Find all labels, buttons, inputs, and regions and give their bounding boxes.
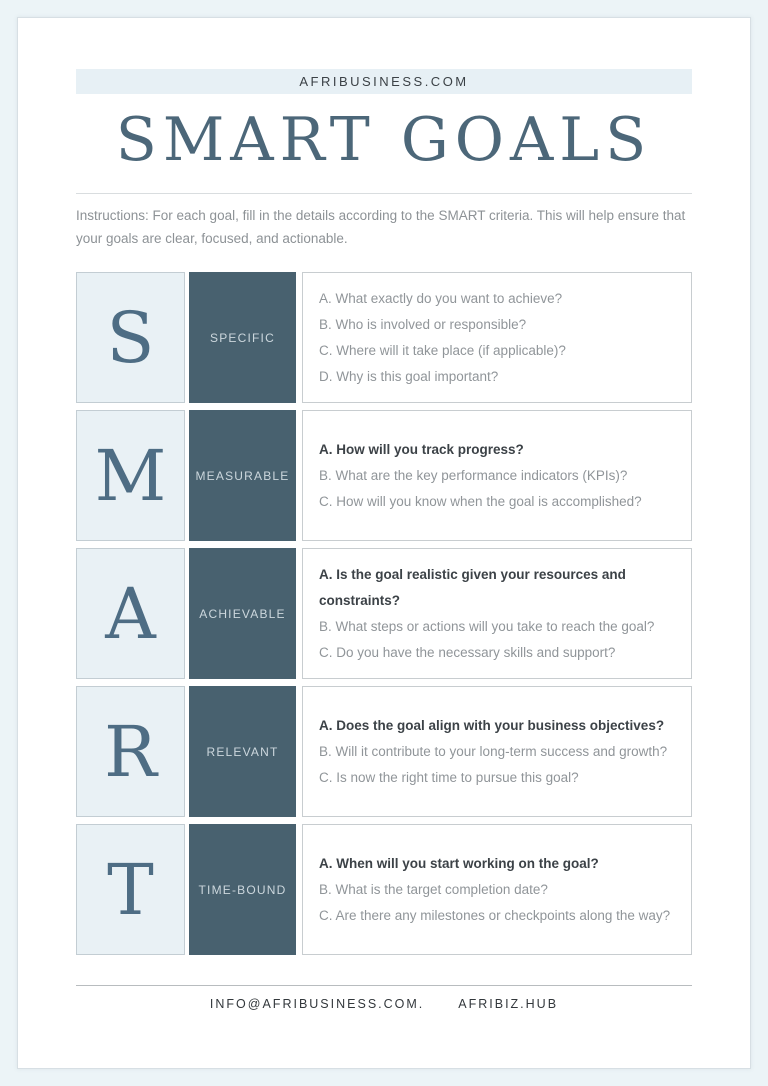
question-line: C. Is now the right time to pursue this goal? bbox=[319, 769, 579, 785]
question-line: B. What is the target completion date? bbox=[319, 881, 548, 897]
smart-table bbox=[76, 272, 692, 955]
question-line: B. What are the key performance indicators (KPIs)? bbox=[319, 467, 628, 483]
questions-cell bbox=[302, 686, 692, 817]
footer-email: INFO@AFRIBUSINESS.COM. bbox=[209, 997, 425, 1011]
label: MEASURABLE bbox=[195, 468, 290, 483]
divider-top bbox=[76, 193, 692, 194]
site-banner bbox=[76, 69, 692, 94]
letter-cell bbox=[76, 548, 185, 679]
question-line: C. Do you have the necessary skills and support? bbox=[319, 644, 616, 660]
site-name: AFRIBUSINESS.COM bbox=[299, 74, 469, 89]
question-line: B. What steps or actions will you take to reach the goal? bbox=[319, 618, 655, 634]
label-cell bbox=[189, 824, 296, 955]
label-cell bbox=[189, 686, 296, 817]
questions-cell bbox=[302, 548, 692, 679]
question-line: A. Does the goal align with your business objectives? bbox=[319, 717, 665, 733]
smart-row-measurable bbox=[76, 410, 692, 541]
question-line: B. Will it contribute to your long-term success and growth? bbox=[319, 743, 668, 759]
question-line: A. How will you track progress? bbox=[319, 441, 524, 457]
label-cell bbox=[189, 272, 296, 403]
letter: M bbox=[94, 434, 167, 517]
footer-handle: AFRIBIZ.HUB bbox=[458, 997, 559, 1011]
questions-cell bbox=[302, 824, 692, 955]
question-line: A. When will you start working on the goal? bbox=[319, 855, 599, 871]
label-cell bbox=[189, 548, 296, 679]
letter-cell bbox=[76, 410, 185, 541]
smart-row-time-bound bbox=[76, 824, 692, 955]
letter-cell bbox=[76, 272, 185, 403]
question-line: D. Why is this goal important? bbox=[319, 368, 499, 384]
letter-cell bbox=[76, 686, 185, 817]
question-line: C. Are there any milestones or checkpoints along the way? bbox=[319, 907, 671, 923]
label: TIME-BOUND bbox=[198, 882, 287, 897]
letter: A bbox=[105, 572, 156, 655]
question-line: C. Where will it take place (if applicable)? bbox=[319, 342, 566, 358]
label: ACHIEVABLE bbox=[199, 606, 286, 621]
worksheet-page bbox=[17, 17, 751, 1069]
letter: S bbox=[106, 296, 155, 379]
question-line: C. How will you know when the goal is accomplished? bbox=[319, 493, 642, 509]
smart-row-relevant bbox=[76, 686, 692, 817]
letter: T bbox=[107, 848, 154, 931]
smart-row-achievable bbox=[76, 548, 692, 679]
label: SPECIFIC bbox=[210, 330, 275, 345]
instructions-text: Instructions: For each goal, fill in the details according to the SMART criteria. This will help ensure that your goals are clear, focused, and actionable. bbox=[76, 208, 686, 246]
label: RELEVANT bbox=[206, 744, 279, 759]
footer bbox=[76, 997, 692, 1011]
label-cell bbox=[189, 410, 296, 541]
divider-bottom bbox=[76, 985, 692, 986]
letter: R bbox=[104, 710, 157, 793]
questions-cell bbox=[302, 272, 692, 403]
questions-cell bbox=[302, 410, 692, 541]
letter-cell bbox=[76, 824, 185, 955]
smart-row-specific bbox=[76, 272, 692, 403]
question-line: B. Who is involved or responsible? bbox=[319, 316, 527, 332]
page-title: SMART GOALS bbox=[115, 105, 653, 175]
question-line: A. Is the goal realistic given your resources and constraints? bbox=[319, 566, 626, 608]
question-line: A. What exactly do you want to achieve? bbox=[319, 290, 563, 306]
